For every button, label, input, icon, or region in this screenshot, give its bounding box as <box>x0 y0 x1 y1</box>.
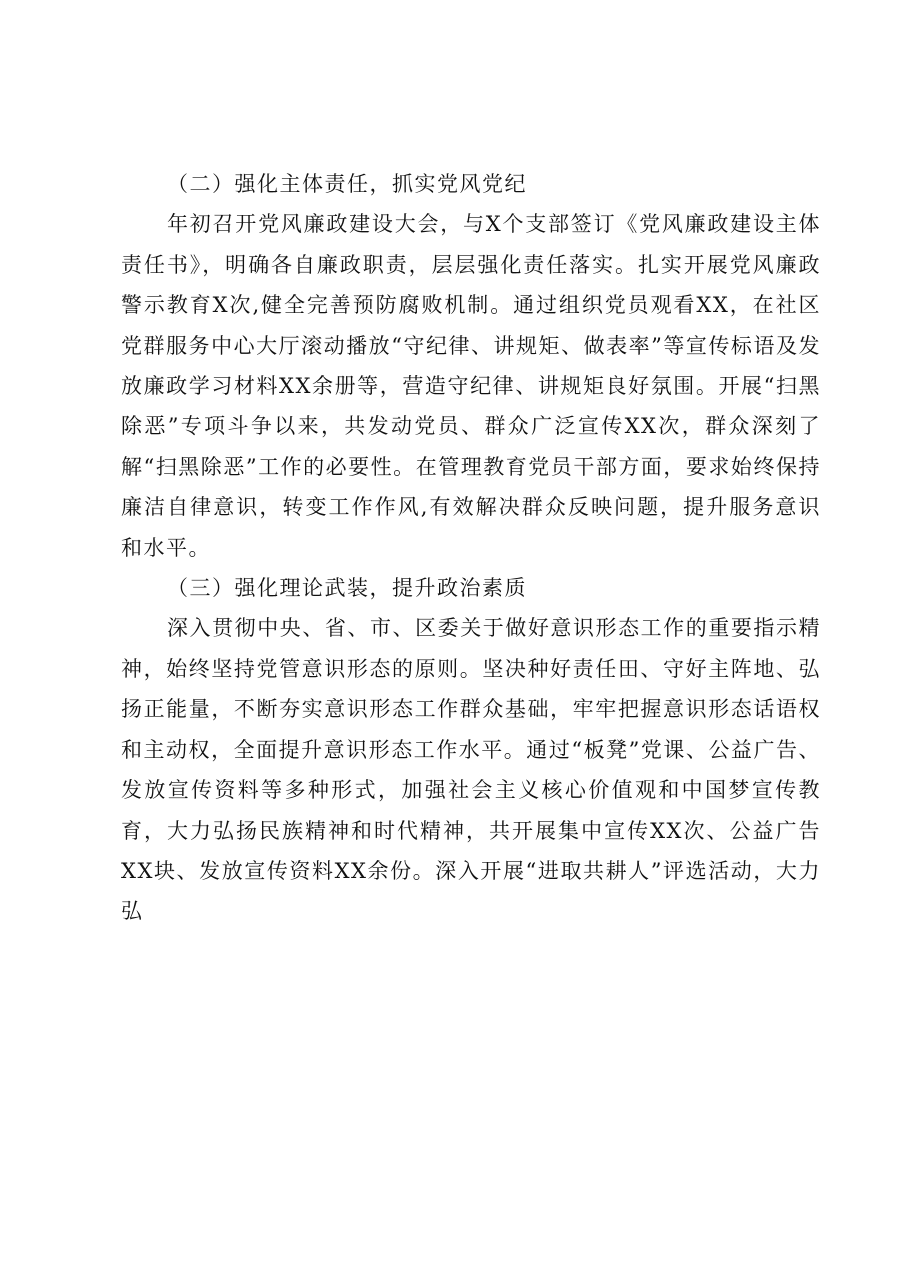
section-heading: （三）强化理论武装，提升政治素质 <box>167 576 527 601</box>
section-paragraph: 年初召开党风廉政建设大会，与X个支部签订《党风廉政建设主体责任书》，明确各自廉政职责，层层强化责任落实。扎实开展党风廉政警示教育X次,健全完善预防腐败机制。通过组织党员观看XX，在社区党群服务中心大厅滚动播放“守纪律、讲规矩、做表率”等宣传标语及发放廉政学习材料XX余册等，营造守纪律、讲规矩良好氛围。开展“扫黑除恶”专项斗争以来，共发动党员、群众广泛宣传XX次，群众深刻了解“扫黑除恶”工作的必要性。在管理教育党员干部方面，要求始终保持廉洁自律意识，转变工作作风,有效解决群众反映问题，提升服务意识和水平。 <box>121 212 821 560</box>
section-heading: （二）强化主体责任，抓实党风党纪 <box>167 172 527 196</box>
document-body <box>121 164 821 932</box>
section-paragraph: 深入贯彻中央、省、市、区委关于做好意识形态工作的重要指示精神，始终坚持党管意识形态的原则。坚决种好责任田、守好主阵地、弘扬正能量，不断夯实意识形态工作群众基础，牢牢把握意识形态话语权和主动权，全面提升意识形态工作水平。通过“板凳”党课、公益广告、发放宣传资料等多种形式，加强社会主义核心价值观和中国梦宣传教育，大力弘扬民族精神和时代精神，共开展集中宣传XX次、公益广告XX块、发放宣传资料XX余份。深入开展“进取共耕人”评选活动，大力弘 <box>121 616 821 924</box>
